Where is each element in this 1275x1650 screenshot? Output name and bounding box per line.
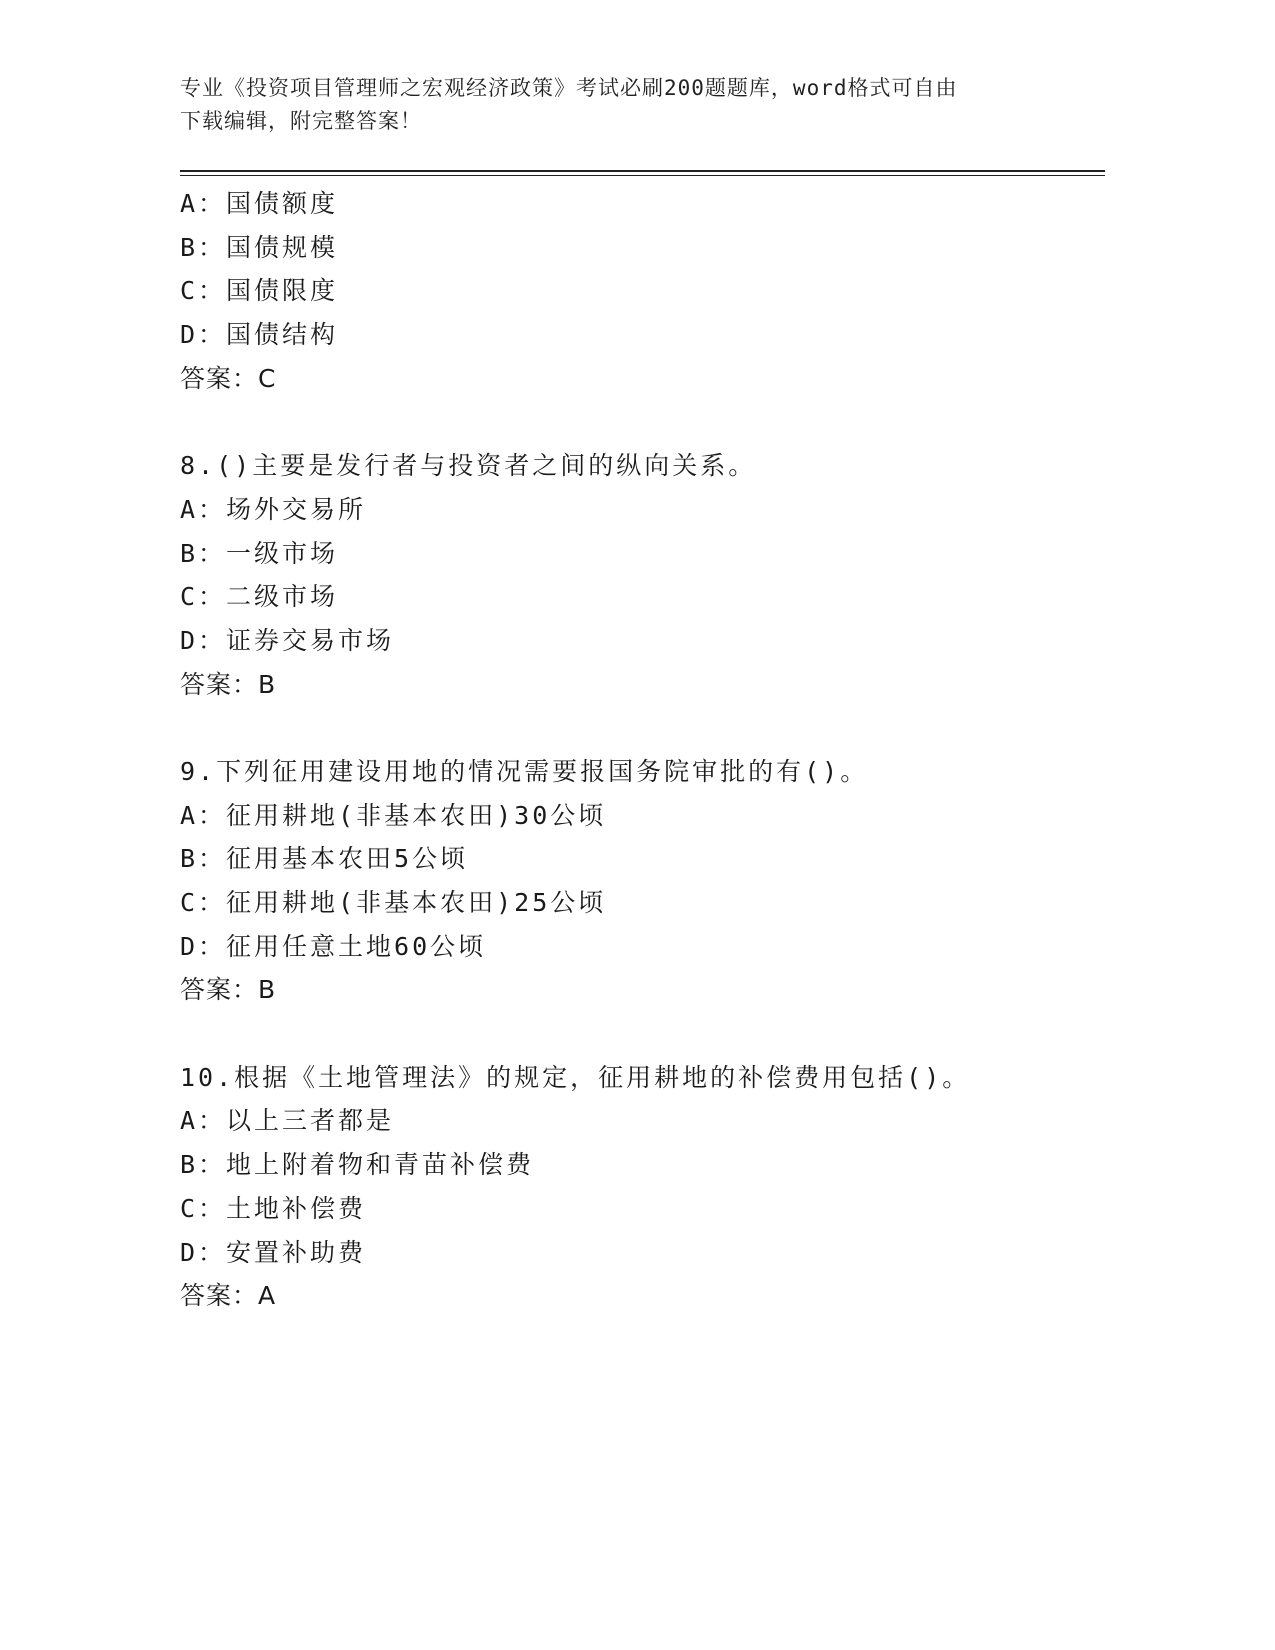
- option-d: D：证券交易市场: [180, 625, 395, 655]
- answer-line: 答案：B: [180, 669, 277, 699]
- option-d: D：安置补助费: [180, 1237, 367, 1267]
- question-block-9: [180, 750, 1105, 1012]
- header-line-1: 专业《投资项目管理师之宏观经济政策》考试必刷200题题库，word格式可自由: [180, 76, 958, 100]
- option-d: D：国债结构: [180, 320, 339, 350]
- document-header: [180, 72, 1060, 138]
- option-b: B：地上附着物和青苗补偿费: [180, 1150, 535, 1180]
- option-b: B：一级市场: [180, 538, 339, 568]
- option-a: A：场外交易所: [180, 494, 367, 524]
- option-c: C：二级市场: [180, 582, 339, 612]
- question-block-10: [180, 1056, 1105, 1318]
- option-a: A：国债额度: [180, 189, 339, 218]
- question-block-7: [180, 182, 1105, 400]
- question-text: 10.根据《土地管理法》的规定，征用耕地的补偿费用包括()。: [180, 1062, 971, 1092]
- question-text: 9.下列征用建设用地的情况需要报国务院审批的有()。: [180, 756, 869, 786]
- question-block-8: [180, 444, 1105, 706]
- question-list: [180, 182, 1105, 1318]
- option-a: A：征用耕地(非基本农田)30公顷: [180, 800, 607, 830]
- answer-line: 答案：B: [180, 975, 277, 1005]
- option-b: B：国债规模: [180, 232, 339, 262]
- option-c: C：征用耕地(非基本农田)25公顷: [180, 888, 607, 917]
- answer-line: 答案：A: [180, 1281, 277, 1311]
- header-divider-thick: [180, 170, 1105, 172]
- option-c: C：土地补偿费: [180, 1193, 367, 1223]
- question-text: 8.()主要是发行者与投资者之间的纵向关系。: [180, 451, 757, 481]
- answer-line: 答案：C: [180, 363, 277, 393]
- header-line-2: 下载编辑，附完整答案！: [180, 109, 422, 133]
- option-b: B：征用基本农田5公顷: [180, 844, 469, 874]
- option-c: C：国债限度: [180, 276, 339, 306]
- option-d: D：征用任意土地60公顷: [180, 931, 487, 961]
- option-a: A：以上三者都是: [180, 1106, 395, 1136]
- header-divider-thin: [180, 175, 1105, 176]
